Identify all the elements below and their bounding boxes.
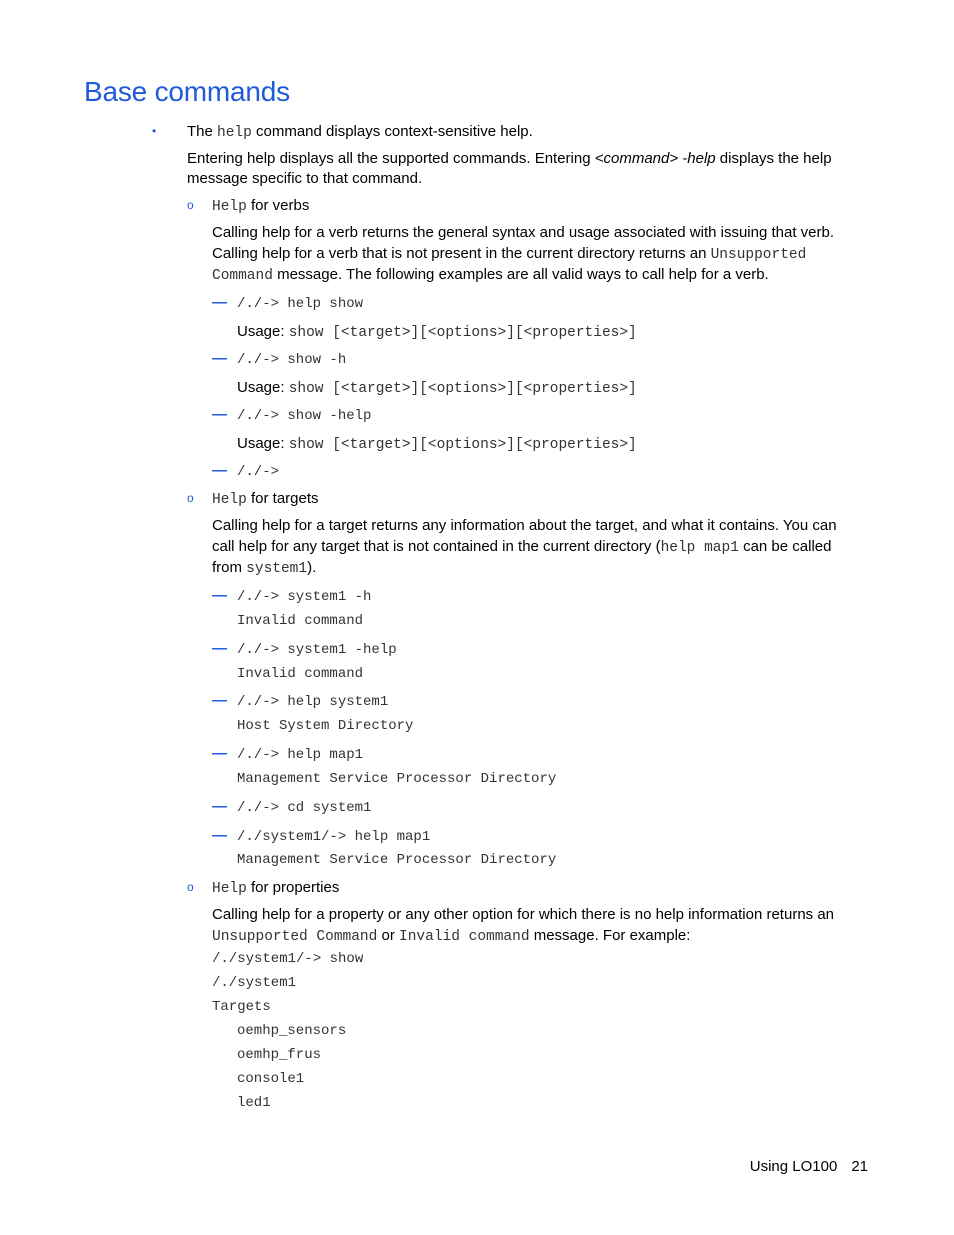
dash-icon: — — [212, 827, 227, 844]
properties-target-item: oemhp_sensors — [237, 1023, 347, 1039]
targets-desc-text: from — [212, 559, 247, 576]
properties-desc-line2 — [212, 925, 690, 948]
verbs-example-cmd: /./-> — [237, 464, 280, 480]
targets-desc-line2 — [212, 536, 831, 559]
properties-desc-line1: Calling help for a property or any other option for which there is no help information returns an — [212, 906, 835, 923]
properties-heading — [212, 877, 339, 900]
footer-section: Using LO100 — [749, 1158, 838, 1175]
properties-desc-text: or — [377, 927, 400, 944]
verbs-example-usage — [237, 433, 637, 456]
bullet-icon: • — [152, 124, 157, 138]
dash-icon: — — [212, 798, 227, 815]
targets-desc-code: system1 — [246, 561, 308, 577]
verbs-desc-line2 — [212, 243, 806, 266]
targets-example-output: Invalid command — [237, 613, 364, 629]
footer-page-number: 21 — [851, 1158, 868, 1175]
usage-label: Usage: — [237, 435, 289, 452]
properties-code-line: /./system1 — [212, 975, 297, 991]
properties-heading-code: Help — [212, 881, 247, 897]
targets-desc-text-end: can be called — [738, 538, 832, 555]
properties-desc-text-end: message. For example: — [529, 927, 691, 944]
circle-bullet-icon: o — [187, 491, 194, 505]
properties-target-item: led1 — [237, 1095, 271, 1111]
dash-icon: — — [212, 745, 227, 762]
verbs-example-usage — [237, 321, 637, 344]
targets-example-cmd: /./-> system1 -h — [237, 589, 372, 605]
targets-heading-label: for targets — [246, 490, 319, 507]
dash-icon: — — [212, 587, 227, 604]
properties-heading-label: for properties — [246, 879, 340, 896]
verbs-heading-code: Help — [212, 199, 247, 215]
intro-para-italic: <command> -help — [594, 150, 716, 167]
verbs-desc-code2: Command — [212, 268, 273, 284]
properties-code-line: Targets — [212, 999, 271, 1015]
intro-para-text: Entering help displays all the supported commands. Entering — [187, 150, 595, 167]
verbs-desc-text-end: message. The following examples are all valid ways to call help for a verb. — [272, 266, 769, 283]
dash-icon: — — [212, 692, 227, 709]
verbs-heading-label: for verbs — [246, 197, 310, 214]
intro-paragraph-line1 — [187, 148, 832, 169]
usage-code: show [<target>][<options>][<properties>] — [288, 381, 637, 397]
targets-desc-text-end: ). — [307, 559, 317, 576]
targets-example-output: Host System Directory — [237, 718, 414, 734]
page-title: Base commands — [84, 76, 290, 107]
verbs-example-cmd: /./-> show -help — [237, 408, 372, 424]
help-code: help — [217, 125, 252, 141]
properties-target-item: oemhp_frus — [237, 1047, 322, 1063]
dash-icon: — — [212, 406, 227, 423]
targets-desc-text: call help for any target that is not contained in the current directory ( — [212, 538, 661, 555]
targets-desc-line1: Calling help for a target returns any information about the target, and what it contains. You can — [212, 517, 837, 534]
verbs-example-cmd: /./-> help show — [237, 296, 364, 312]
intro-text-end: command displays context-sensitive help. — [251, 123, 533, 140]
targets-example-cmd: /./-> help system1 — [237, 694, 389, 710]
verbs-desc-text: Calling help for a verb that is not present in the current directory returns an — [212, 245, 711, 262]
verbs-example-usage — [237, 377, 637, 400]
intro-para-text-end: displays the help — [715, 150, 832, 167]
targets-example-cmd: /./-> system1 -help — [237, 642, 397, 658]
targets-desc-code: help map1 — [660, 540, 739, 556]
intro-paragraph-line2: message specific to that command. — [187, 170, 423, 187]
dash-icon: — — [212, 640, 227, 657]
targets-heading-code: Help — [212, 492, 247, 508]
targets-example-cmd: /./-> help map1 — [237, 747, 364, 763]
usage-code: show [<target>][<options>][<properties>] — [288, 437, 637, 453]
properties-desc-code: Unsupported Command — [212, 929, 378, 945]
properties-code-line: /./system1/-> show — [212, 951, 364, 967]
targets-example-cmd: /./system1/-> help map1 — [237, 829, 431, 845]
verbs-example-cmd: /./-> show -h — [237, 352, 347, 368]
dash-icon: — — [212, 350, 227, 367]
properties-desc-code: Invalid command — [399, 929, 530, 945]
verbs-desc-code: Unsupported — [710, 247, 807, 263]
page-footer — [750, 1158, 868, 1175]
dash-icon: — — [212, 462, 227, 479]
usage-label: Usage: — [237, 323, 289, 340]
circle-bullet-icon: o — [187, 880, 194, 894]
usage-code: show [<target>][<options>][<properties>] — [288, 325, 637, 341]
intro-text: The — [187, 123, 218, 140]
targets-heading — [212, 488, 319, 511]
properties-target-item: console1 — [237, 1071, 305, 1087]
intro-line — [187, 121, 533, 144]
targets-example-output: Management Service Processor Directory — [237, 771, 557, 787]
targets-desc-line3 — [212, 557, 316, 580]
usage-label: Usage: — [237, 379, 289, 396]
targets-example-output: Management Service Processor Directory — [237, 852, 557, 868]
circle-bullet-icon: o — [187, 198, 194, 212]
targets-example-cmd: /./-> cd system1 — [237, 800, 372, 816]
verbs-heading — [212, 195, 309, 218]
verbs-desc-line3 — [212, 264, 769, 287]
verbs-desc-line1: Calling help for a verb returns the general syntax and usage associated with issuing that verb. — [212, 224, 835, 241]
dash-icon: — — [212, 294, 227, 311]
targets-example-output: Invalid command — [237, 666, 364, 682]
